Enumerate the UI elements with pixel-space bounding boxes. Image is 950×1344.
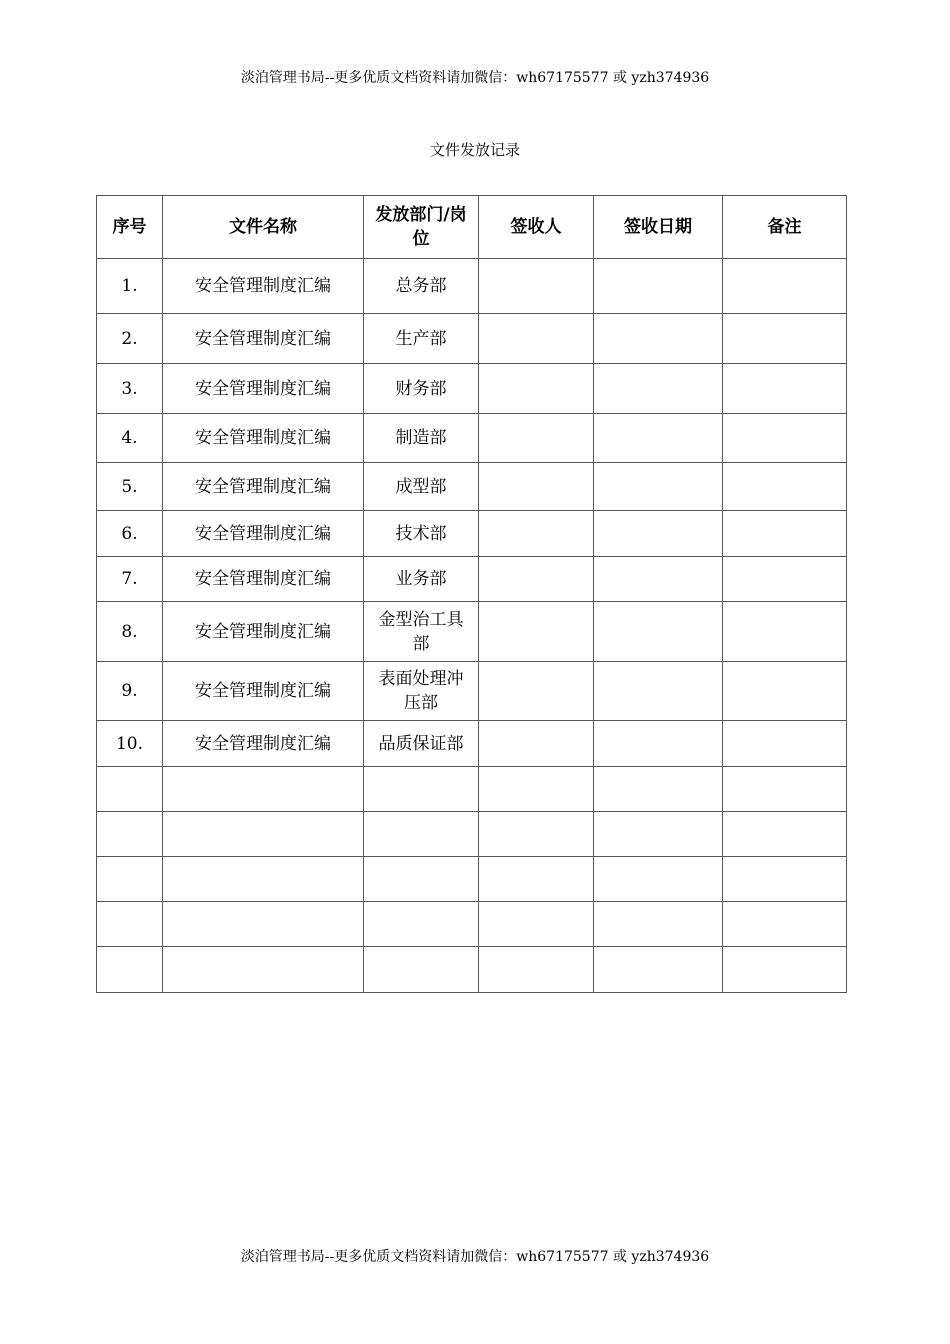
cell-remarks bbox=[723, 721, 847, 767]
page-header: 淡泊管理书局--更多优质文档资料请加微信：wh67175577 或 yzh374936 bbox=[240, 70, 710, 86]
cell-department: 品质保证部 bbox=[364, 721, 479, 767]
cell-remarks bbox=[723, 511, 847, 557]
cell-index: 10. bbox=[97, 721, 163, 767]
cell-file-name bbox=[163, 947, 364, 993]
col-header-receiver: 签收人 bbox=[479, 196, 594, 259]
cell-receive-date bbox=[594, 947, 723, 993]
cell-department bbox=[364, 812, 479, 857]
table-row bbox=[97, 364, 847, 414]
cell-receive-date bbox=[594, 812, 723, 857]
cell-receive-date bbox=[594, 902, 723, 947]
table-row bbox=[97, 947, 847, 993]
cell-receive-date bbox=[594, 314, 723, 364]
cell-department bbox=[364, 857, 479, 902]
col-header-file-name: 文件名称 bbox=[163, 196, 364, 259]
cell-file-name bbox=[163, 812, 364, 857]
cell-receive-date bbox=[594, 662, 723, 721]
cell-remarks bbox=[723, 947, 847, 993]
cell-department: 生产部 bbox=[364, 314, 479, 364]
cell-file-name: 安全管理制度汇编 bbox=[163, 414, 364, 463]
table-row bbox=[97, 721, 847, 767]
cell-remarks bbox=[723, 557, 847, 602]
cell-remarks bbox=[723, 259, 847, 314]
table-row bbox=[97, 902, 847, 947]
cell-department: 业务部 bbox=[364, 557, 479, 602]
cell-index bbox=[97, 947, 163, 993]
cell-remarks bbox=[723, 602, 847, 662]
cell-department: 技术部 bbox=[364, 511, 479, 557]
cell-index bbox=[97, 902, 163, 947]
col-header-index: 序号 bbox=[97, 196, 163, 259]
cell-receiver bbox=[479, 364, 594, 414]
cell-department bbox=[364, 767, 479, 812]
cell-receive-date bbox=[594, 557, 723, 602]
cell-receiver bbox=[479, 721, 594, 767]
table-row bbox=[97, 602, 847, 662]
table-row bbox=[97, 314, 847, 364]
cell-file-name bbox=[163, 767, 364, 812]
cell-receiver bbox=[479, 902, 594, 947]
cell-index: 2. bbox=[97, 314, 163, 364]
cell-department: 金型治工具部 bbox=[364, 602, 479, 662]
cell-department: 成型部 bbox=[364, 463, 479, 511]
cell-remarks bbox=[723, 314, 847, 364]
table-header-row bbox=[97, 196, 847, 259]
cell-department: 制造部 bbox=[364, 414, 479, 463]
cell-index bbox=[97, 812, 163, 857]
page-footer: 淡泊管理书局--更多优质文档资料请加微信：wh67175577 或 yzh374936 bbox=[240, 1249, 710, 1265]
cell-receive-date bbox=[594, 414, 723, 463]
table-row bbox=[97, 767, 847, 812]
cell-file-name: 安全管理制度汇编 bbox=[163, 259, 364, 314]
cell-receive-date bbox=[594, 259, 723, 314]
cell-index: 3. bbox=[97, 364, 163, 414]
cell-department bbox=[364, 947, 479, 993]
cell-receive-date bbox=[594, 602, 723, 662]
table-row bbox=[97, 662, 847, 721]
col-header-receive-date: 签收日期 bbox=[594, 196, 723, 259]
cell-receiver bbox=[479, 602, 594, 662]
table-row bbox=[97, 259, 847, 314]
distribution-record-table bbox=[96, 195, 847, 993]
cell-remarks bbox=[723, 463, 847, 511]
cell-remarks bbox=[723, 902, 847, 947]
cell-receive-date bbox=[594, 721, 723, 767]
cell-index: 7. bbox=[97, 557, 163, 602]
cell-receiver bbox=[479, 463, 594, 511]
cell-receive-date bbox=[594, 364, 723, 414]
cell-file-name bbox=[163, 902, 364, 947]
cell-remarks bbox=[723, 364, 847, 414]
cell-file-name: 安全管理制度汇编 bbox=[163, 364, 364, 414]
cell-index: 6. bbox=[97, 511, 163, 557]
cell-receiver bbox=[479, 947, 594, 993]
cell-department bbox=[364, 902, 479, 947]
cell-index bbox=[97, 857, 163, 902]
cell-index: 1. bbox=[97, 259, 163, 314]
cell-receive-date bbox=[594, 767, 723, 812]
col-header-department: 发放部门/岗位 bbox=[364, 196, 479, 259]
cell-file-name: 安全管理制度汇编 bbox=[163, 662, 364, 721]
cell-file-name: 安全管理制度汇编 bbox=[163, 511, 364, 557]
cell-receiver bbox=[479, 662, 594, 721]
cell-receiver bbox=[479, 511, 594, 557]
cell-receiver bbox=[479, 557, 594, 602]
cell-file-name bbox=[163, 857, 364, 902]
table-row bbox=[97, 557, 847, 602]
cell-department: 财务部 bbox=[364, 364, 479, 414]
cell-index bbox=[97, 767, 163, 812]
cell-department: 总务部 bbox=[364, 259, 479, 314]
cell-receiver bbox=[479, 314, 594, 364]
cell-remarks bbox=[723, 767, 847, 812]
table-row bbox=[97, 414, 847, 463]
cell-file-name: 安全管理制度汇编 bbox=[163, 314, 364, 364]
cell-index: 5. bbox=[97, 463, 163, 511]
cell-file-name: 安全管理制度汇编 bbox=[163, 721, 364, 767]
cell-receive-date bbox=[594, 463, 723, 511]
cell-remarks bbox=[723, 414, 847, 463]
cell-file-name: 安全管理制度汇编 bbox=[163, 602, 364, 662]
table-row bbox=[97, 857, 847, 902]
cell-receive-date bbox=[594, 857, 723, 902]
cell-index: 8. bbox=[97, 602, 163, 662]
cell-index: 4. bbox=[97, 414, 163, 463]
cell-receive-date bbox=[594, 511, 723, 557]
cell-receiver bbox=[479, 259, 594, 314]
cell-remarks bbox=[723, 812, 847, 857]
cell-remarks bbox=[723, 662, 847, 721]
table-row bbox=[97, 463, 847, 511]
cell-department: 表面处理冲压部 bbox=[364, 662, 479, 721]
cell-receiver bbox=[479, 767, 594, 812]
cell-file-name: 安全管理制度汇编 bbox=[163, 463, 364, 511]
cell-receiver bbox=[479, 812, 594, 857]
cell-receiver bbox=[479, 857, 594, 902]
cell-receiver bbox=[479, 414, 594, 463]
document-title: 文件发放记录 bbox=[429, 141, 520, 159]
col-header-remarks: 备注 bbox=[723, 196, 847, 259]
cell-index: 9. bbox=[97, 662, 163, 721]
table-row bbox=[97, 812, 847, 857]
table-row bbox=[97, 511, 847, 557]
cell-remarks bbox=[723, 857, 847, 902]
cell-file-name: 安全管理制度汇编 bbox=[163, 557, 364, 602]
